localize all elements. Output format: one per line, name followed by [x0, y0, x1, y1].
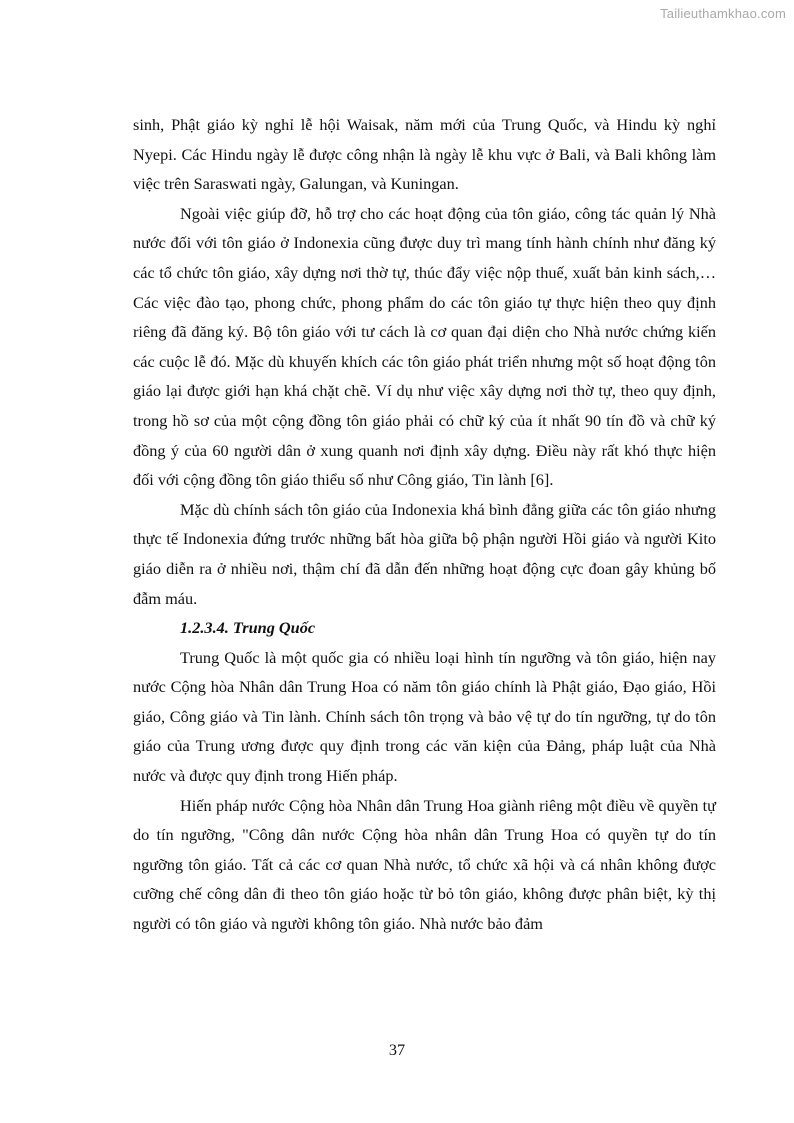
paragraph-state-management: Ngoài việc giúp đỡ, hỗ trợ cho các hoạt động của tôn giáo, công tác quản lý Nhà nước đối với tôn giáo ở Indonexia cũng được duy trì mang tính hành chính như đăng ký các tổ chức tôn giáo, xây dựng nơi thờ tự, thúc đẩy việc nộp thuế, xuất bản kinh sách,… Các việc đào tạo, phong chức, phong phẩm do các tôn giáo tự thực hiện theo quy định riêng đã đăng ký. Bộ tôn giáo với tư cách là cơ quan đại diện cho Nhà nước chứng kiến các cuộc lễ đó. Mặc dù khuyến khích các tôn giáo phát triển nhưng một số hoạt động tôn giáo lại được giới hạn khá chặt chẽ. Ví dụ như việc xây dựng nơi thờ tự, theo quy định, trong hồ sơ của một cộng đồng tôn giáo phải có chữ ký của ít nhất 90 tín đồ và chữ ký đồng ý của 60 người dân ở xung quanh nơi định xây dựng. Điều này rất khó thực hiện đối với cộng đồng tôn giáo thiểu số như Công giáo, Tin lành [6]. [133, 203, 716, 490]
paragraph-china-religions: Trung Quốc là một quốc gia có nhiều loại hình tín ngưỡng và tôn giáo, hiện nay nước Cộng hòa Nhân dân Trung Hoa có năm tôn giáo chính là Phật giáo, Đạo giáo, Hồi giáo, Công giáo và Tin lành. Chính sách tôn trọng và bảo vệ tự do tín ngưỡng, tự do tôn giáo của Trung ương được quy định trong các văn kiện của Đảng, pháp luật của Nhà nước và được quy định trong Hiến pháp. [133, 647, 716, 786]
watermark: Tailieuthamkhao.com [660, 6, 786, 21]
page-number: 37 [388, 1040, 406, 1059]
page-body [133, 110, 716, 939]
paragraph-continuation: sinh, Phật giáo kỳ nghỉ lễ hội Waisak, năm mới của Trung Quốc, và Hindu kỳ nghỉ Nyepi. Các Hindu ngày lễ được công nhận là ngày lễ khu vực ở Bali, và Bali không làm việc trên Saraswati ngày, Galungan, và Kuningan. [133, 115, 716, 194]
paragraph-indonexia-conflict: Mặc dù chính sách tôn giáo của Indonexia khá bình đẳng giữa các tôn giáo nhưng thực tế Indonexia đứng trước những bất hòa giữa bộ phận người Hồi giáo và người Kito giáo diễn ra ở nhiều nơi, thậm chí đã dẫn đến những hoạt động cực đoan gây khủng bố đẫm máu. [133, 499, 716, 608]
paragraph-china-constitution: Hiến pháp nước Cộng hòa Nhân dân Trung Hoa giành riêng một điều về quyền tự do tín ngưỡng, "Công dân nước Cộng hòa nhân dân Trung Hoa có quyền tự do tín ngưỡng tôn giáo. Tất cả các cơ quan Nhà nước, tổ chức xã hội và cá nhân không được cưỡng chế công dân đi theo tôn giáo hoặc từ bỏ tôn giáo, không được phân biệt, kỳ thị người có tôn giáo và người không tôn giáo. Nhà nước bảo đảm [133, 795, 716, 934]
section-heading-china: 1.2.3.4. Trung Quốc [180, 618, 316, 638]
